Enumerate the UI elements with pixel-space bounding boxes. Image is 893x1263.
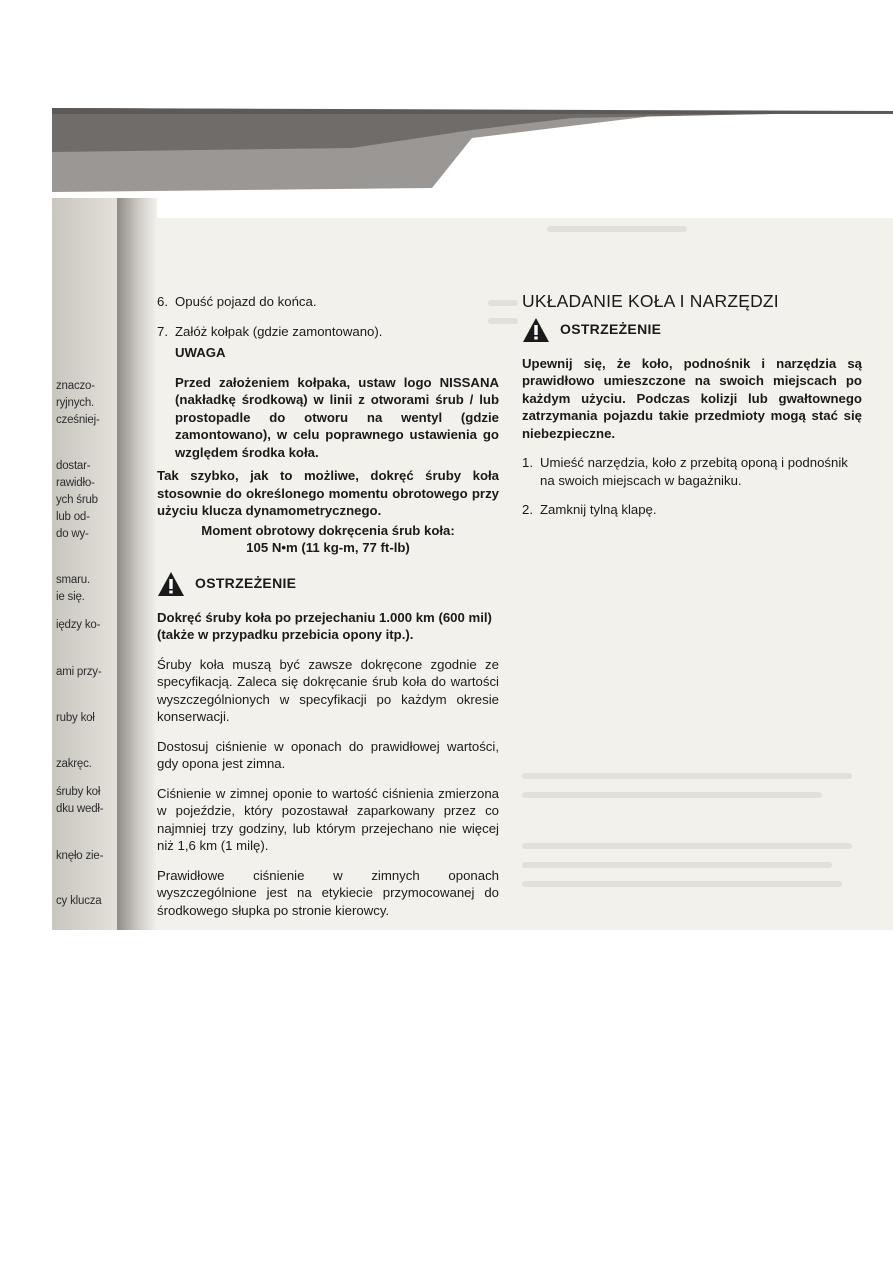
body-paragraph: Śruby koła muszą być zawsze dokręcone zgodnie ze specyfikacją. Zaleca się dokręcanie śrub koła do wartości wyszczególnionych w specyfikacji po każdym okresie konserwacji. (157, 656, 499, 724)
warning-text: Dokręć śruby koła po przejechaniu 1.000 km (600 mil) (także w przypadku przebicia opony itp.). (157, 609, 492, 642)
edge-word: cześniej- (56, 414, 100, 426)
warning-heading (522, 317, 862, 343)
section-title: UKŁADANIE KOŁA I NARZĘDZI (522, 291, 779, 311)
step-text: Opuść pojazd do końca. (175, 294, 317, 309)
edge-word: ryjnych. (56, 397, 95, 409)
torque-label: Moment obrotowy dokręcenia śrub koła: (201, 522, 455, 538)
edge-word: iędzy ko- (56, 619, 101, 631)
step-number: 1. (522, 455, 533, 470)
warning-heading (157, 571, 499, 597)
edge-word: znaczo- (56, 380, 95, 392)
edge-word: ie się. (56, 591, 85, 603)
step-number: 7. (157, 323, 168, 339)
step-number: 6. (157, 294, 168, 309)
bleed-through-mark (522, 773, 852, 779)
edge-word: smaru. (56, 574, 90, 586)
top-scan-shadow (52, 108, 893, 218)
bleed-through-mark (522, 792, 822, 798)
step-6 (157, 293, 499, 311)
edge-word: do wy- (56, 528, 89, 540)
step-7 (157, 323, 499, 341)
edge-word: ruby koł (56, 712, 95, 724)
edge-word: śruby koł (56, 786, 101, 798)
bleed-through-mark (522, 881, 842, 887)
note-text: Przed założeniem kołpaka, ustaw logo NISSANA (nakładkę środkową) w linii z otworami śrub / lub prostopadle do otworu na wentyl (gdzie zamontowano), w celu poprawnego ustawienia go względem środka koła. (175, 374, 499, 460)
bleed-through-mark (522, 843, 852, 849)
body-paragraph: Prawidłowe ciśnienie w zimnych oponach wyszczególnione jest na etykiecie przymocowanej do środkowego słupka po stronie kierowcy. (157, 867, 499, 918)
right-column (522, 293, 862, 531)
edge-word: cy klucza (56, 895, 102, 907)
body-paragraph: Ciśnienie w zimnej oponie to wartość ciśnienia zmierzona w pojeździe, który pozostawał zaparkowany przez co najmniej trzy godziny, lub którym przejechano nie więcej niż 1,6 km (1 milę). (157, 785, 499, 853)
warning-text: Upewnij się, że koło, podnośnik i narzędzia są prawidłowo umieszczone na swoich miejscach po każdym użyciu. Podczas kolizji lub gwałtownego zatrzymania pojazdu takie przedmioty mogą stać się niebezpieczne. (522, 355, 862, 441)
edge-word: dku wedł- (56, 803, 104, 815)
edge-word: dostar- (56, 460, 91, 472)
step-1 (522, 454, 862, 489)
warning-triangle-icon (157, 571, 185, 597)
edge-word: ami przy- (56, 666, 102, 678)
left-column (157, 293, 499, 919)
bleed-through-mark (547, 226, 687, 232)
step-number: 2. (522, 502, 533, 517)
scan-shadow-shape (52, 108, 893, 218)
edge-word: rawidło- (56, 477, 95, 489)
note-label: UWAGA (175, 345, 226, 360)
warning-triangle-icon (522, 317, 550, 343)
bleed-through-mark (522, 862, 832, 868)
tighten-instruction: Tak szybko, jak to możliwe, dokręć śruby koła stosownie do określonego momentu obrotowego przy użyciu klucza dynamometrycznego. (157, 468, 499, 518)
page-gutter (117, 198, 157, 930)
step-2 (522, 501, 862, 519)
step-text: Załóż kołpak (gdzie zamontowano). (175, 323, 383, 339)
body-paragraph: Dostosuj ciśnienie w oponach do prawidłowej wartości, gdy opona jest zimna. (157, 738, 499, 771)
step-text: Zamknij tylną klapę. (540, 502, 657, 517)
torque-value: 105 N•m (11 kg-m, 77 ft-lb) (246, 540, 410, 555)
warning-label: OSTRZEŻENIE (195, 574, 297, 591)
step-text: Umieść narzędzia, koło z przebitą oponą i podnośnik na swoich miejscach w bagażniku. (540, 455, 848, 488)
warning-label: OSTRZEŻENIE (560, 320, 662, 337)
edge-word: ych śrub (56, 494, 98, 506)
edge-word: zakręc. (56, 758, 92, 770)
scanned-page (52, 108, 893, 930)
edge-word: lub od- (56, 511, 90, 523)
edge-word: knęło zie- (56, 850, 104, 862)
